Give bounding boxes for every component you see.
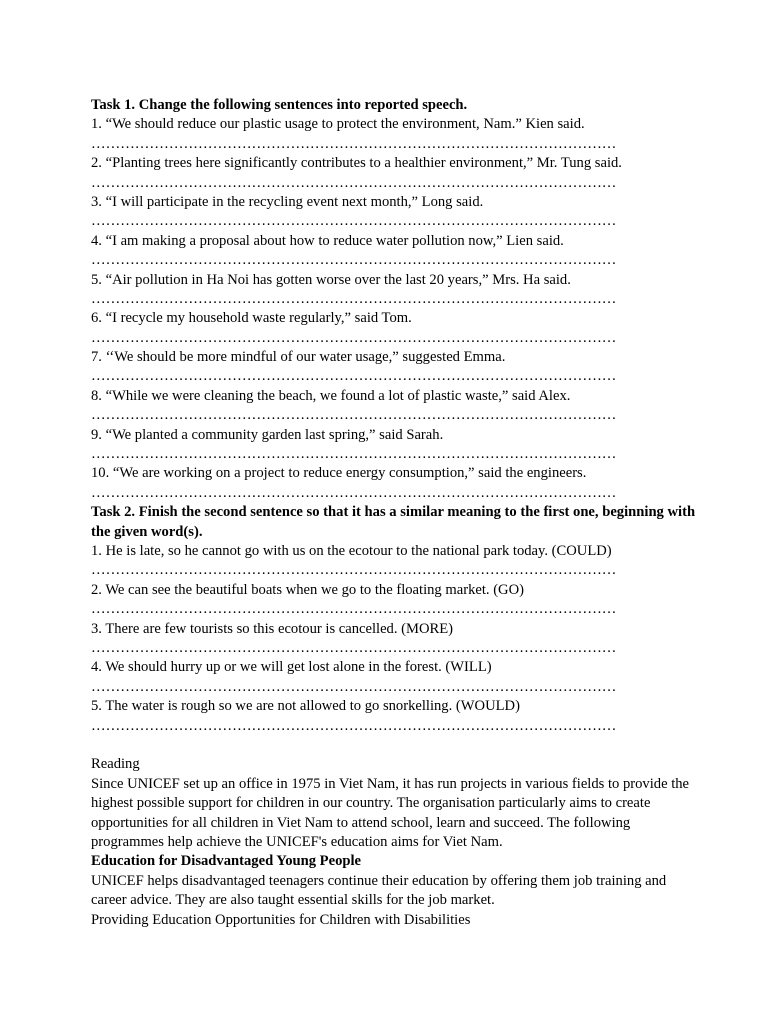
task1-sentence: 4. “I am making a proposal about how to reduce water pollution now,” Lien said. (91, 232, 564, 249)
task2-sentence: 4. We should hurry up or we will get lost alone in the forest. (WILL) (91, 659, 492, 676)
task2-item (91, 620, 711, 659)
answer-line: ……………………………………………………………………………………………… (91, 135, 617, 152)
task1-item (91, 115, 711, 154)
answer-line: ……………………………………………………………………………………………… (91, 174, 617, 191)
task1-sentence: 1. “We should reduce our plastic usage to protect the environment, Nam.” Kien said. (91, 116, 585, 133)
answer-line: ……………………………………………………………………………………………… (91, 562, 617, 579)
answer-line: ……………………………………………………………………………………………… (91, 290, 617, 307)
task2-sentence: 2. We can see the beautiful boats when we go to the floating market. (GO) (91, 581, 524, 598)
worksheet-page (91, 96, 711, 930)
task2-item (91, 658, 711, 697)
task1-item (91, 464, 711, 503)
spacer (91, 736, 711, 755)
answer-line: ……………………………………………………………………………………………… (91, 639, 617, 656)
task2-sentence: 1. He is late, so he cannot go with us on the ecotour to the national park today. (COULD) (91, 543, 612, 560)
task1-item (91, 387, 711, 426)
reading-title: Reading (91, 756, 140, 773)
task1-item (91, 309, 711, 348)
task1-item (91, 271, 711, 310)
answer-line: ……………………………………………………………………………………………… (91, 717, 617, 734)
task2-item (91, 542, 711, 581)
answer-line: ……………………………………………………………………………………………… (91, 329, 617, 346)
task1-item (91, 426, 711, 465)
task2-item (91, 581, 711, 620)
task1-item (91, 232, 711, 271)
task1-sentence: 9. “We planted a community garden last spring,” said Sarah. (91, 426, 444, 443)
reading-section-heading: Education for Disadvantaged Young People (91, 853, 362, 870)
answer-line: ……………………………………………………………………………………………… (91, 484, 617, 501)
answer-line: ……………………………………………………………………………………………… (91, 213, 617, 230)
reading-section-heading: Providing Education Opportunities for Children with Disabilities (91, 911, 471, 928)
task2-sentence: 3. There are few tourists so this ecotour is cancelled. (MORE) (91, 620, 454, 637)
answer-line: ……………………………………………………………………………………………… (91, 446, 617, 463)
task1-item (91, 154, 711, 193)
task2-item (91, 697, 711, 736)
reading-intro-paragraph: Since UNICEF set up an office in 1975 in Viet Nam, it has run projects in various fields to provide the highest possible support for children in our country. The organisation particularly aims to create opportunities for all children in Viet Nam to attend school, learn and succeed. The following programmes help achieve the UNICEF's education aims for Viet Nam. (91, 775, 690, 850)
answer-line: ……………………………………………………………………………………………… (91, 368, 617, 385)
task1-sentence: 2. “Planting trees here significantly contributes to a healthier environment,” Mr. Tung said. (91, 155, 622, 172)
task1-sentence: 6. “I recycle my household waste regularly,” said Tom. (91, 310, 412, 327)
answer-line: ……………………………………………………………………………………………… (91, 678, 617, 695)
task1-item (91, 193, 711, 232)
answer-line: ……………………………………………………………………………………………… (91, 252, 617, 269)
task1-sentence: 5. “Air pollution in Ha Noi has gotten worse over the last 20 years,” Mrs. Ha said. (91, 271, 571, 288)
task2-sentence: 5. The water is rough so we are not allowed to go snorkelling. (WOULD) (91, 698, 520, 715)
answer-line: ……………………………………………………………………………………………… (91, 601, 617, 618)
task1-sentence: 7. ‘‘We should be more mindful of our water usage,” suggested Emma. (91, 349, 506, 366)
task1-sentence: 8. “While we were cleaning the beach, we found a lot of plastic waste,” said Alex. (91, 387, 571, 404)
task1-item (91, 348, 711, 387)
task1-sentence: 10. “We are working on a project to reduce energy consumption,” said the engineers. (91, 465, 587, 482)
reading-section-paragraph: UNICEF helps disadvantaged teenagers continue their education by offering them job training and career advice. They are also taught essential skills for the job market. (91, 872, 667, 909)
task2-heading: Task 2. Finish the second sentence so that it has a similar meaning to the first one, beginning with the given word(s). (91, 504, 696, 540)
task1-sentence: 3. “I will participate in the recycling event next month,” Long said. (91, 193, 484, 210)
answer-line: ……………………………………………………………………………………………… (91, 407, 617, 424)
task1-heading: Task 1. Change the following sentences into reported speech. (91, 97, 468, 113)
